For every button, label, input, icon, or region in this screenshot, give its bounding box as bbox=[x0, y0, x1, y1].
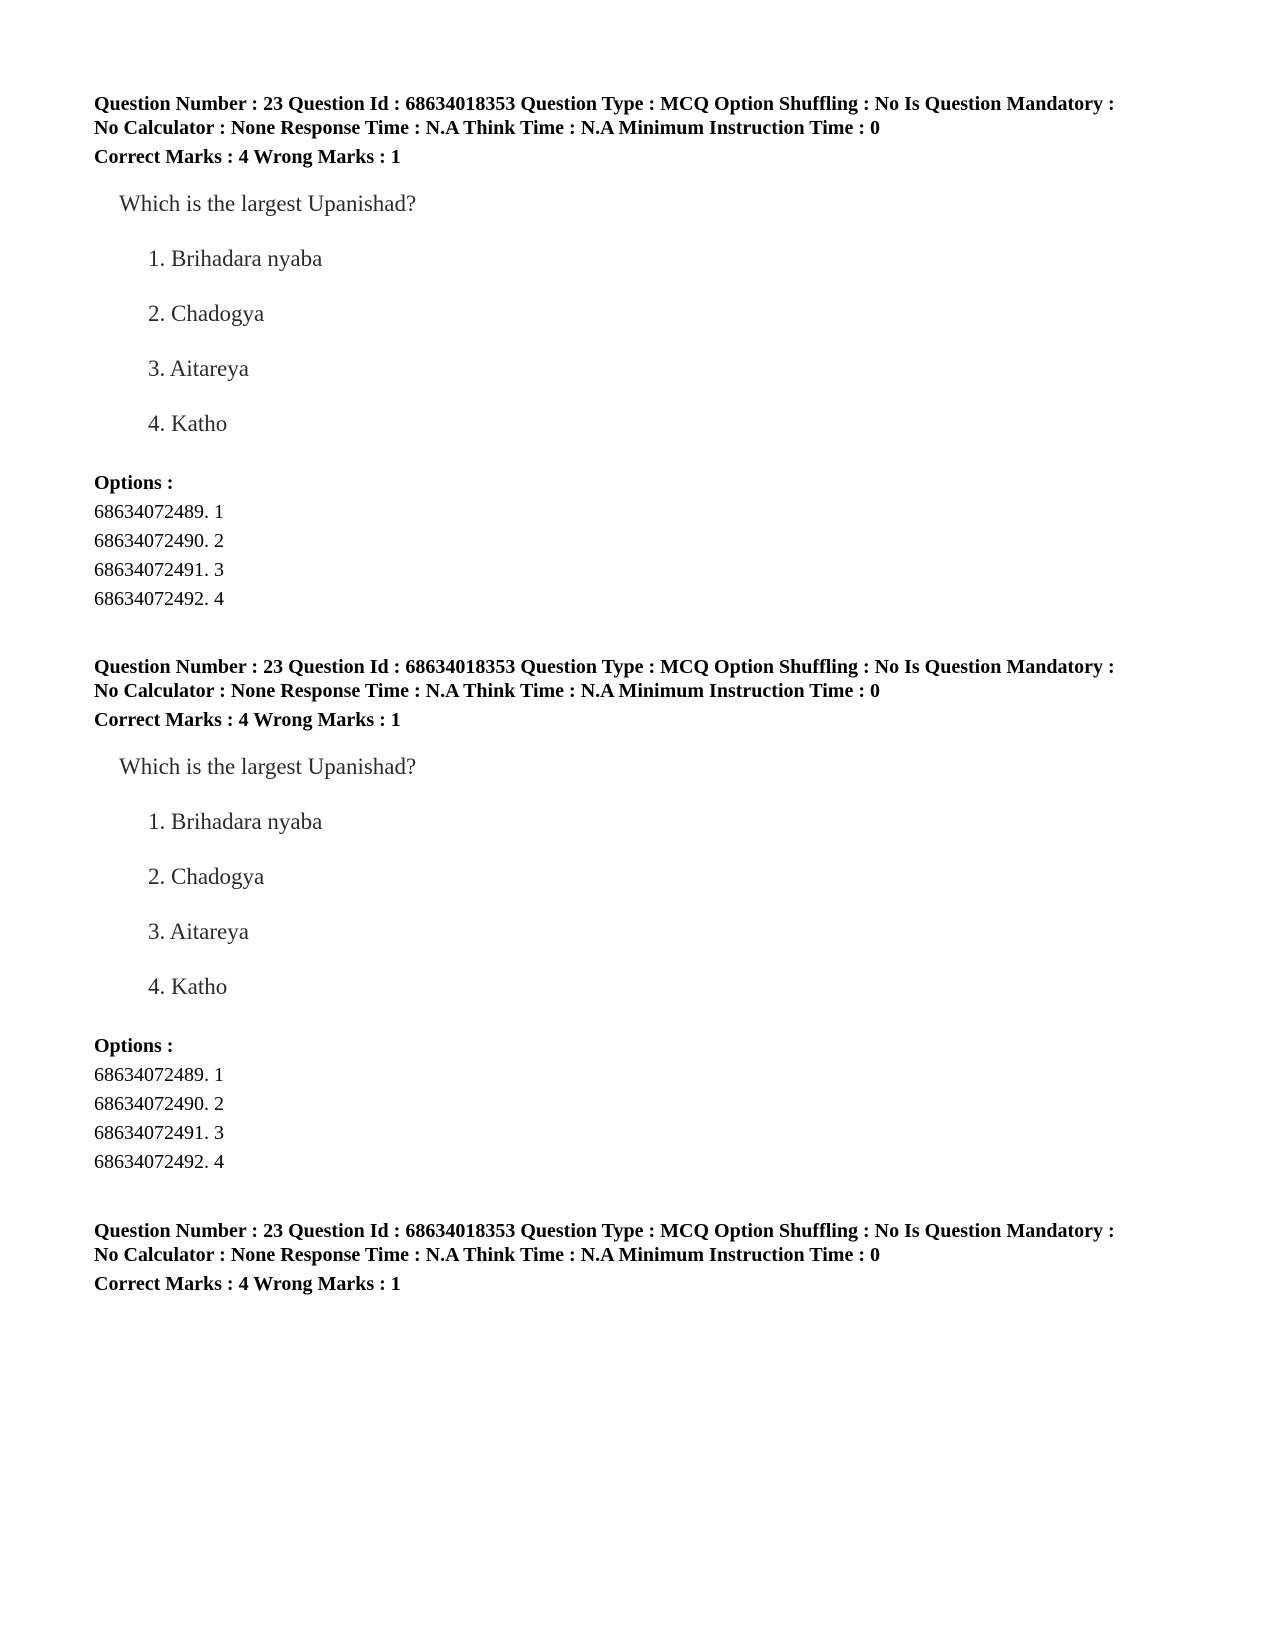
question-marks: Correct Marks : 4 Wrong Marks : 1 bbox=[94, 1273, 401, 1295]
question-text: Which is the largest Upanishad? bbox=[119, 754, 417, 779]
question-block bbox=[94, 1219, 1214, 1296]
question-choice: 2. Chadogya bbox=[148, 301, 265, 326]
option-row: 68634072492. 4 bbox=[94, 588, 224, 610]
option-list bbox=[94, 1061, 1214, 1177]
question-choice: 3. Aitareya bbox=[148, 356, 249, 381]
question-choice: 1. Brihadara nyaba bbox=[148, 809, 323, 834]
question-choice: 4. Katho bbox=[148, 411, 228, 436]
option-row: 68634072489. 1 bbox=[94, 1064, 224, 1086]
question-choice: 4. Katho bbox=[148, 974, 228, 999]
question-text: Which is the largest Upanishad? bbox=[119, 191, 417, 216]
question-block bbox=[94, 92, 1214, 614]
question-meta bbox=[94, 1219, 1214, 1267]
question-meta-line: Question Number : 23 Question Id : 68634018353 Question Type : MCQ Option Shuffling : No Is Question Mandatory : bbox=[94, 1220, 1115, 1242]
question-meta bbox=[94, 92, 1214, 140]
option-row: 68634072491. 3 bbox=[94, 1122, 224, 1144]
question-choice: 2. Chadogya bbox=[148, 864, 265, 889]
options-heading: Options : bbox=[94, 1035, 174, 1057]
option-row: 68634072490. 2 bbox=[94, 530, 224, 552]
question-meta bbox=[94, 655, 1214, 703]
question-marks: Correct Marks : 4 Wrong Marks : 1 bbox=[94, 709, 401, 731]
question-meta-line: Question Number : 23 Question Id : 68634018353 Question Type : MCQ Option Shuffling : No Is Question Mandatory : bbox=[94, 93, 1115, 115]
question-choice: 1. Brihadara nyaba bbox=[148, 246, 323, 271]
option-row: 68634072489. 1 bbox=[94, 501, 224, 523]
question-block bbox=[94, 655, 1214, 1177]
question-image bbox=[94, 189, 654, 459]
question-meta-line: No Calculator : None Response Time : N.A Think Time : N.A Minimum Instruction Time : 0 bbox=[94, 680, 880, 702]
question-image bbox=[94, 752, 654, 1022]
option-list bbox=[94, 498, 1214, 614]
options-heading: Options : bbox=[94, 472, 174, 494]
question-meta-line: No Calculator : None Response Time : N.A Think Time : N.A Minimum Instruction Time : 0 bbox=[94, 1244, 880, 1266]
question-meta-line: Question Number : 23 Question Id : 68634018353 Question Type : MCQ Option Shuffling : No Is Question Mandatory : bbox=[94, 656, 1115, 678]
question-choice: 3. Aitareya bbox=[148, 919, 249, 944]
option-row: 68634072490. 2 bbox=[94, 1093, 224, 1115]
question-marks: Correct Marks : 4 Wrong Marks : 1 bbox=[94, 146, 401, 168]
option-row: 68634072492. 4 bbox=[94, 1151, 224, 1173]
option-row: 68634072491. 3 bbox=[94, 559, 224, 581]
question-meta-line: No Calculator : None Response Time : N.A Think Time : N.A Minimum Instruction Time : 0 bbox=[94, 117, 880, 139]
